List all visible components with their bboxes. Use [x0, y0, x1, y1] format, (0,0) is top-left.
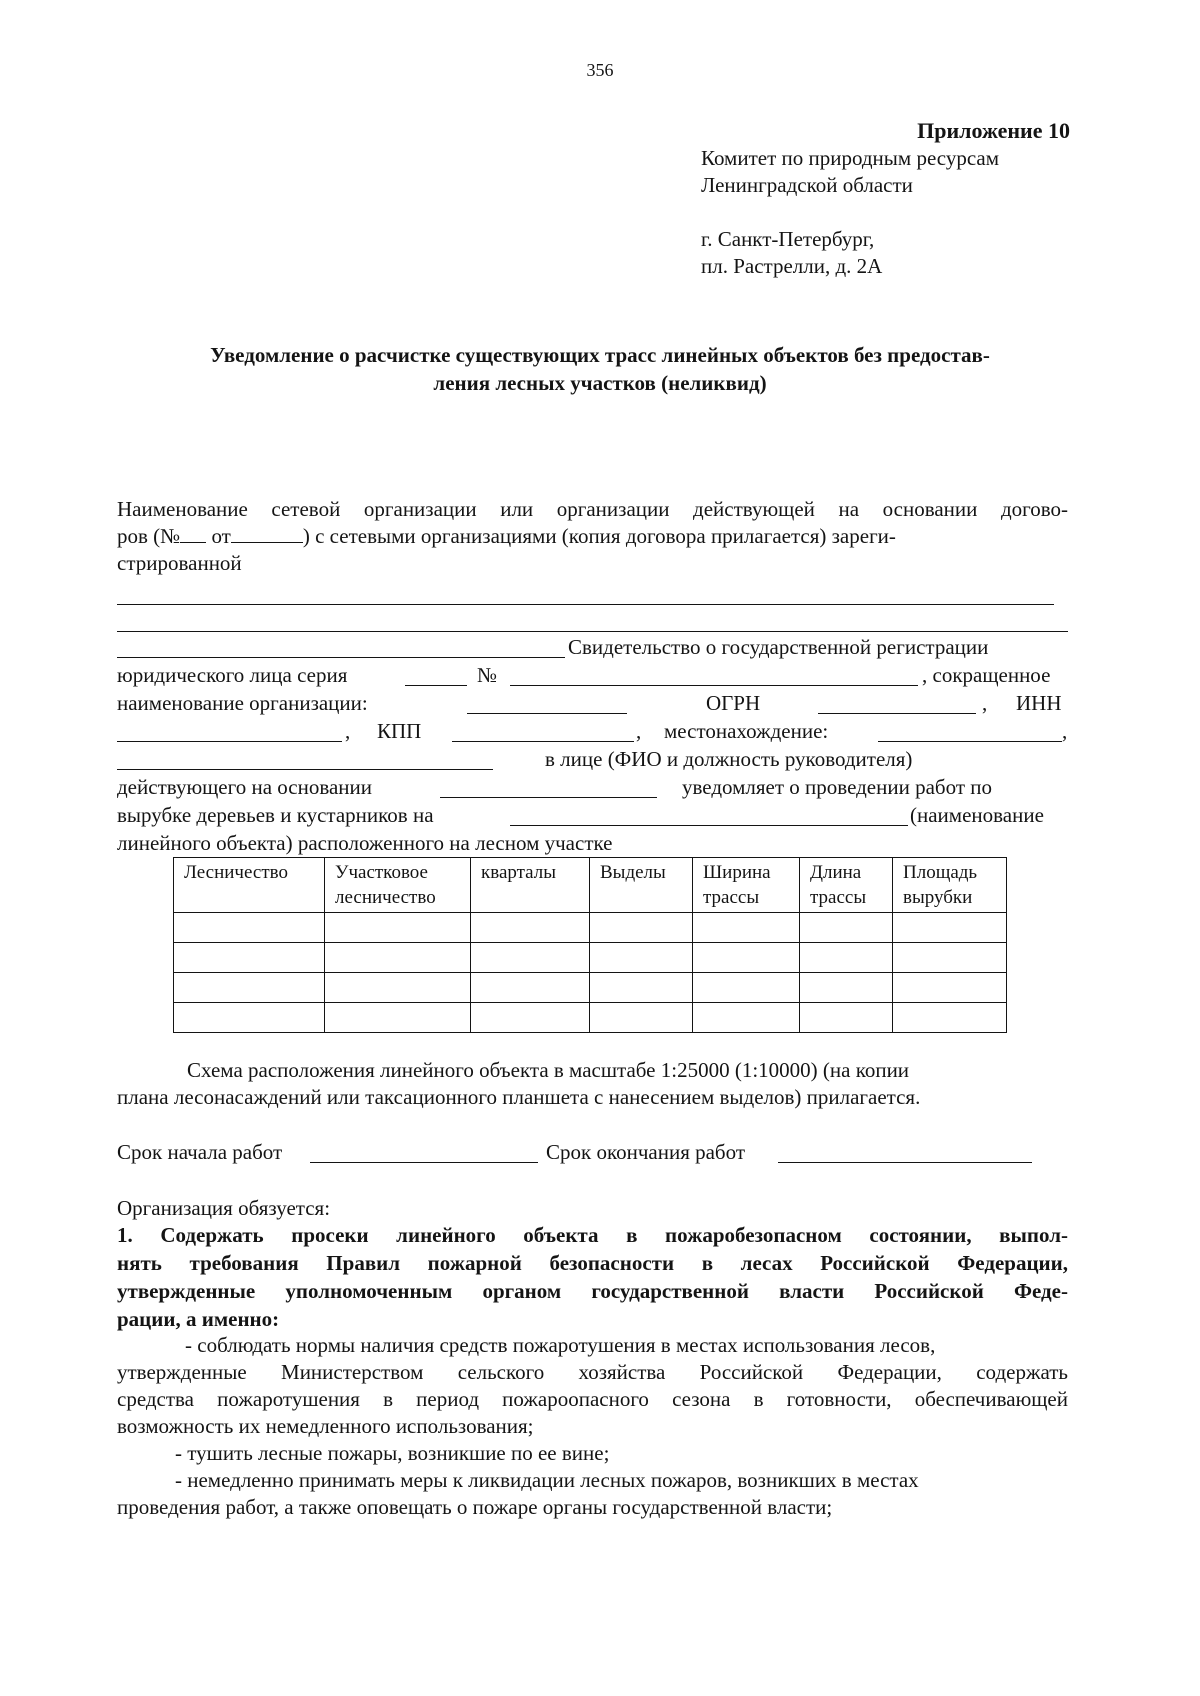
- ogrn-field[interactable]: [818, 713, 976, 714]
- forest-plot-table: [173, 857, 1007, 1033]
- column-header: кварталы: [471, 858, 590, 913]
- kpp-field[interactable]: [452, 741, 634, 742]
- obligation-point-1-line-1: - соблюдать нормы наличия средств пожаротушения в местах использования лесов,: [185, 1333, 936, 1357]
- table-row: [174, 1003, 1007, 1033]
- table-cell[interactable]: [590, 973, 693, 1003]
- column-header: Лесничество: [174, 858, 325, 913]
- intro-line-2: [117, 524, 896, 549]
- table-cell[interactable]: [693, 943, 800, 973]
- acting-basis-field[interactable]: [440, 797, 657, 798]
- table-cell[interactable]: [471, 973, 590, 1003]
- intro-contract-date-label: от: [211, 524, 231, 548]
- org-name-label: наименование организации:: [117, 691, 368, 715]
- linear-object-name-field[interactable]: [510, 825, 908, 826]
- table-cell[interactable]: [800, 943, 893, 973]
- table-cell[interactable]: [590, 1003, 693, 1033]
- page-number: 356: [586, 60, 614, 80]
- ogrn-label: ОГРН: [706, 691, 761, 715]
- table-header-row: [174, 858, 1007, 913]
- appendix-label: Приложение 10: [917, 118, 1070, 143]
- number-sign: №: [477, 663, 498, 687]
- person-label: в лице (ФИО и должность руководителя): [545, 747, 913, 771]
- table-cell[interactable]: [471, 1003, 590, 1033]
- scheme-line-2: плана лесонасаждений или таксационного планшета с нанесением выделов) прилагается.: [117, 1085, 921, 1109]
- table-cell[interactable]: [800, 973, 893, 1003]
- intro-contract-number-label: ров (№: [117, 524, 181, 548]
- table-cell[interactable]: [893, 943, 1007, 973]
- table-cell[interactable]: [325, 913, 471, 943]
- table-cell[interactable]: [471, 913, 590, 943]
- table-cell[interactable]: [693, 913, 800, 943]
- document-title: [120, 341, 1080, 397]
- obligation-point-1-line-4: возможность их немедленного использования;: [117, 1414, 534, 1438]
- title-line-2: ления лесных участков (неликвид): [433, 371, 767, 395]
- table-cell[interactable]: [590, 913, 693, 943]
- table-cell[interactable]: [174, 943, 325, 973]
- table-cell[interactable]: [325, 973, 471, 1003]
- felling-label: вырубке деревьев и кустарников на: [117, 803, 434, 827]
- short-name-label: , сокращенное: [922, 663, 1051, 687]
- location-field-continued[interactable]: [117, 769, 493, 770]
- inn-comma: ,: [345, 719, 351, 743]
- scheme-line-1: Схема расположения линейного объекта в масштабе 1:25000 (1:10000) (на копии: [187, 1058, 910, 1082]
- series-label: юридического лица серия: [117, 663, 348, 687]
- intro-line-3: стрированной: [117, 551, 242, 575]
- table-cell[interactable]: [893, 913, 1007, 943]
- column-header: Площадь вырубки: [893, 858, 1007, 913]
- column-header: Длина трассы: [800, 858, 893, 913]
- registered-line-1[interactable]: [117, 604, 1054, 605]
- series-field[interactable]: [405, 685, 467, 686]
- table-cell[interactable]: [325, 1003, 471, 1033]
- obligation-point-3-line-1: - немедленно принимать меры к ликвидации лесных пожаров, возникших в местах: [175, 1468, 919, 1492]
- addressee-line-3: г. Санкт-Петербург,: [701, 227, 875, 251]
- table-cell[interactable]: [471, 943, 590, 973]
- acting-basis-label: действующего на основании: [117, 775, 373, 799]
- location-label: местонахождение:: [664, 719, 829, 743]
- addressee-line-2: Ленинградской области: [701, 173, 913, 197]
- registration-number-field[interactable]: [510, 685, 918, 686]
- table-cell[interactable]: [590, 943, 693, 973]
- notifies-label: уведомляет о проведении работ по: [682, 775, 992, 799]
- addressee-line-4: пл. Растрелли, д. 2А: [701, 254, 883, 278]
- table-cell[interactable]: [893, 973, 1007, 1003]
- intro-line-1: Наименование сетевой организации или организации действующей на основании догово-: [117, 497, 1068, 521]
- table-row: [174, 973, 1007, 1003]
- end-date-field[interactable]: [778, 1162, 1032, 1163]
- registered-line-3[interactable]: [117, 657, 565, 658]
- obligation-point-1-line-2: утвержденные Министерством сельского хозяйства Российской Федерации, содержать: [117, 1360, 1068, 1384]
- kpp-label: КПП: [377, 719, 422, 743]
- table-cell[interactable]: [893, 1003, 1007, 1033]
- intro-contract-rest: ) с сетевыми организациями (копия договора прилагается) зареги-: [302, 524, 896, 548]
- addressee-line-1: Комитет по природным ресурсам: [701, 146, 1000, 170]
- obligation-point-1-line-3: средства пожаротушения в период пожароопасного сезона в готовности, обеспечивающей: [117, 1387, 1068, 1411]
- table-cell[interactable]: [800, 1003, 893, 1033]
- obligations-heading: Организация обязуется:: [117, 1196, 331, 1220]
- table-cell[interactable]: [174, 973, 325, 1003]
- contract-date-field[interactable]: [231, 525, 303, 543]
- column-header: Участковое лесничество: [325, 858, 471, 913]
- obligation-1-line-3: утвержденные уполномоченным органом государственной власти Российской Феде-: [117, 1279, 1068, 1303]
- inn-field[interactable]: [117, 741, 342, 742]
- ogrn-comma: ,: [982, 691, 988, 715]
- location-comma: ,: [1062, 719, 1068, 743]
- obligation-1-line-4: рации, а именно:: [117, 1307, 280, 1331]
- title-line-1: Уведомление о расчистке существующих трасс линейных объектов без предостав-: [210, 343, 990, 367]
- kpp-comma: ,: [636, 719, 642, 743]
- table-row: [174, 943, 1007, 973]
- inn-label: ИНН: [1016, 691, 1062, 715]
- registered-line-2[interactable]: [117, 631, 1068, 632]
- obligation-1-line-1: 1. Содержать просеки линейного объекта в пожаробезопасном состоянии, выпол-: [117, 1223, 1068, 1247]
- end-date-label: Срок окончания работ: [546, 1140, 746, 1164]
- obligation-point-2: - тушить лесные пожары, возникшие по ее вине;: [175, 1441, 610, 1465]
- obligation-point-3-line-2: проведения работ, а также оповещать о пожаре органы государственной власти;: [117, 1495, 833, 1519]
- table-cell[interactable]: [174, 1003, 325, 1033]
- column-header: Выделы: [590, 858, 693, 913]
- object-name-label: (наименование: [910, 803, 1044, 827]
- table-cell[interactable]: [800, 913, 893, 943]
- table-row: [174, 913, 1007, 943]
- start-date-field[interactable]: [310, 1162, 538, 1163]
- table-cell[interactable]: [693, 973, 800, 1003]
- table-cell[interactable]: [325, 943, 471, 973]
- linear-object-label: линейного объекта) расположенного на лесном участке: [117, 831, 613, 855]
- column-header: Ширина трассы: [693, 858, 800, 913]
- start-date-label: Срок начала работ: [117, 1140, 283, 1164]
- table-cell[interactable]: [174, 913, 325, 943]
- obligation-1-line-2: нять требования Правил пожарной безопасности в лесах Российской Федерации,: [117, 1251, 1068, 1275]
- org-name-field[interactable]: [467, 713, 627, 714]
- certificate-label: Свидетельство о государственной регистрации: [568, 635, 989, 659]
- location-field[interactable]: [878, 741, 1062, 742]
- contract-number-field[interactable]: [180, 525, 206, 543]
- table-cell[interactable]: [693, 1003, 800, 1033]
